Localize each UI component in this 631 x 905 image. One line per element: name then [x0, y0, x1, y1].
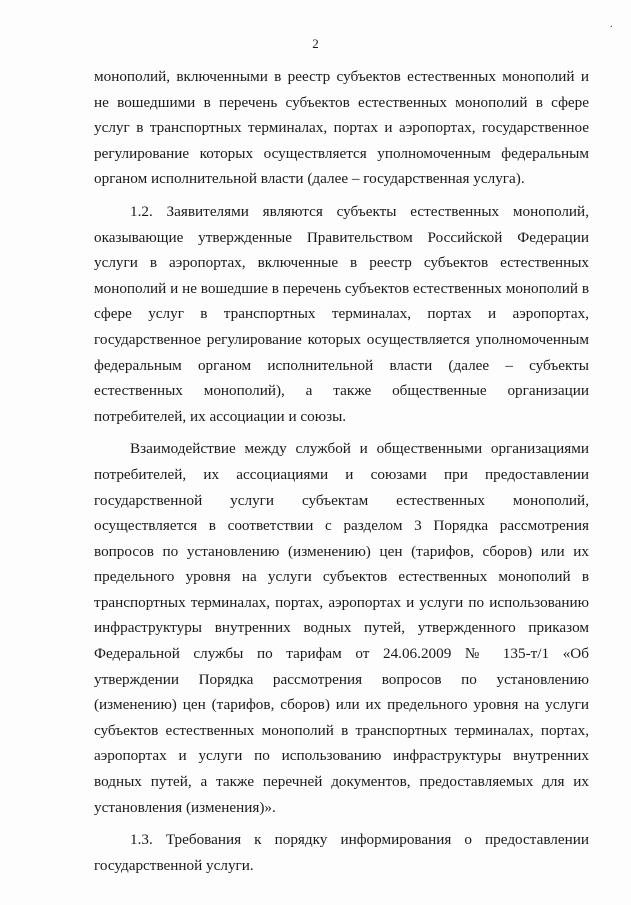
- document-body: [94, 64, 589, 878]
- corner-mark: ·: [609, 22, 613, 33]
- paragraph-1-2-applicants: 1.2. Заявителями являются субъекты естественных монополий, оказывающие утвержденные Правительством Российской Федерации услуги в аэропортах, включенные в реестр субъектов естественных монополий и не вошедшие в перечень субъектов естественных монополий в сфере услуг в транспортных терминалах, портах и аэропортах, государственное регулирование которых осуществляется уполномоченным федеральным органом исполнительной власти (далее – субъекты естественных монополий), а также общественные организации потребителей, их ассоциации и союзы.: [94, 202, 589, 425]
- paragraph-1-3-requirements: 1.3. Требования к порядку информирования о предоставлении государственной услуги.: [94, 831, 589, 874]
- paragraph-interaction: Взаимодействие между службой и общественными организациями потребителей, их ассоциациями и союзами при предоставлении государственной услуги субъектам естественных монополий, осуществляется в соответствии с разделом 3 Порядка рассмотрения вопросов по установлению (изменению) цен (тарифов, сборов) или их предельного уровня на услуги субъектов естественных монополий в транспортных терминалах, портах, аэропортах и услуги по использованию инфраструктуры внутренних водных путей, утвержденного приказом Федеральной службы по тарифам от 24.06.2009 № 135-т/1 «Об утверждении Порядка рассмотрения вопросов по установлению (изменению) цен (тарифов, сборов) или их предельного уровня на услуги субъектов естественных монополий в транспортных терминалах, портах, аэропортах и услуги по использованию инфраструктуры внутренних водных путей, а также перечней документов, предоставляемых для их установления (изменения)».: [94, 440, 589, 816]
- page-number: 2: [312, 36, 319, 51]
- paragraph-continuation: монополий, включенными в реестр субъектов естественных монополий и не вошедшими в перечень субъектов естественных монополий в сфере услуг в транспортных терминалах, портах и аэропортах, государственное регулирование которых осуществляется уполномоченным федеральным органом исполнительной власти (далее – государственная услуга).: [94, 68, 589, 188]
